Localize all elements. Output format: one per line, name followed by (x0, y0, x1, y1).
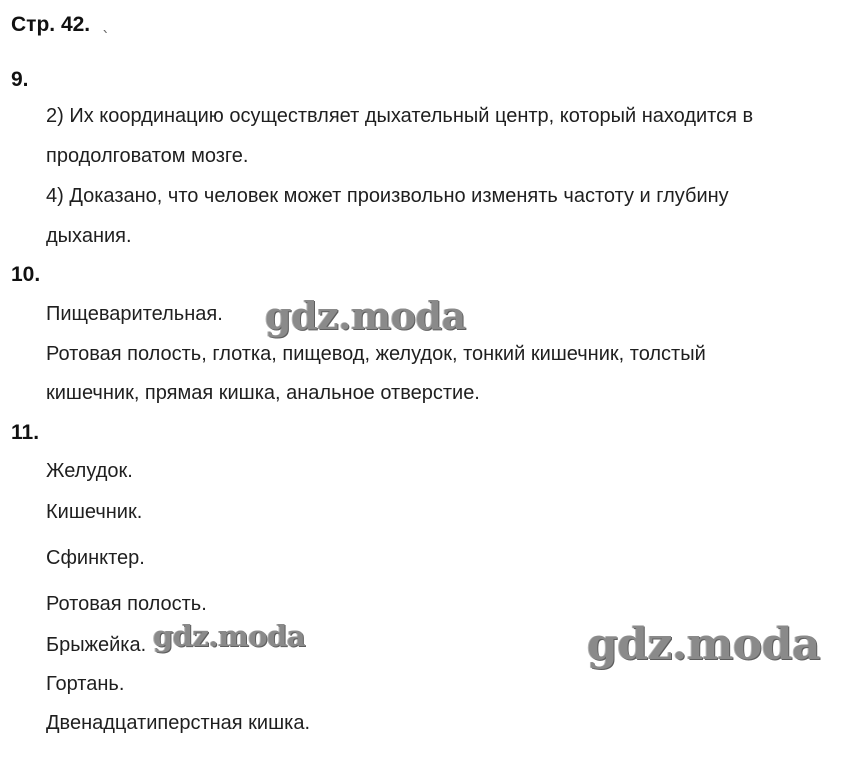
section-9-line-2: продолговатом мозге. (46, 145, 249, 167)
watermark-logo-3: gdz.moda (587, 619, 821, 670)
section-11-line-7: Двенадцатиперстная кишка. (46, 712, 311, 734)
section-9-line-1: 2) Их координацию осуществляет дыхательный центр, который находится в (46, 105, 754, 127)
section-11-line-6: Гортань. (46, 673, 125, 695)
section-9-line-4: дыхания. (46, 225, 132, 247)
section-11-line-5: Брыжейка. (46, 634, 147, 656)
section-10-line-3: кишечник, прямая кишка, анальное отверстие. (46, 382, 480, 404)
section-11-line-2: Кишечник. (46, 501, 143, 523)
section-11-line-3: Сфинктер. (46, 547, 145, 569)
watermark-logo-1: gdz.moda (265, 293, 466, 338)
section-11-line-4: Ротовая полость. (46, 593, 207, 615)
section-9-line-3: 4) Доказано, что человек может произвольно изменять частоту и глубину (46, 185, 729, 207)
section-number-10: 10. (11, 263, 41, 286)
section-number-9: 9. (11, 68, 29, 91)
section-number-11: 11. (11, 421, 40, 444)
section-10-line-1: Пищеварительная. (46, 303, 223, 325)
watermark-logo-2: gdz.moda (153, 619, 306, 653)
section-11-line-1: Желудок. (46, 460, 133, 482)
section-10-line-2: Ротовая полость, глотка, пищевод, желудок, тонкий кишечник, толстый (46, 343, 706, 365)
tick-mark: ˎ (102, 14, 110, 33)
page-label: Стр. 42. (11, 13, 91, 36)
